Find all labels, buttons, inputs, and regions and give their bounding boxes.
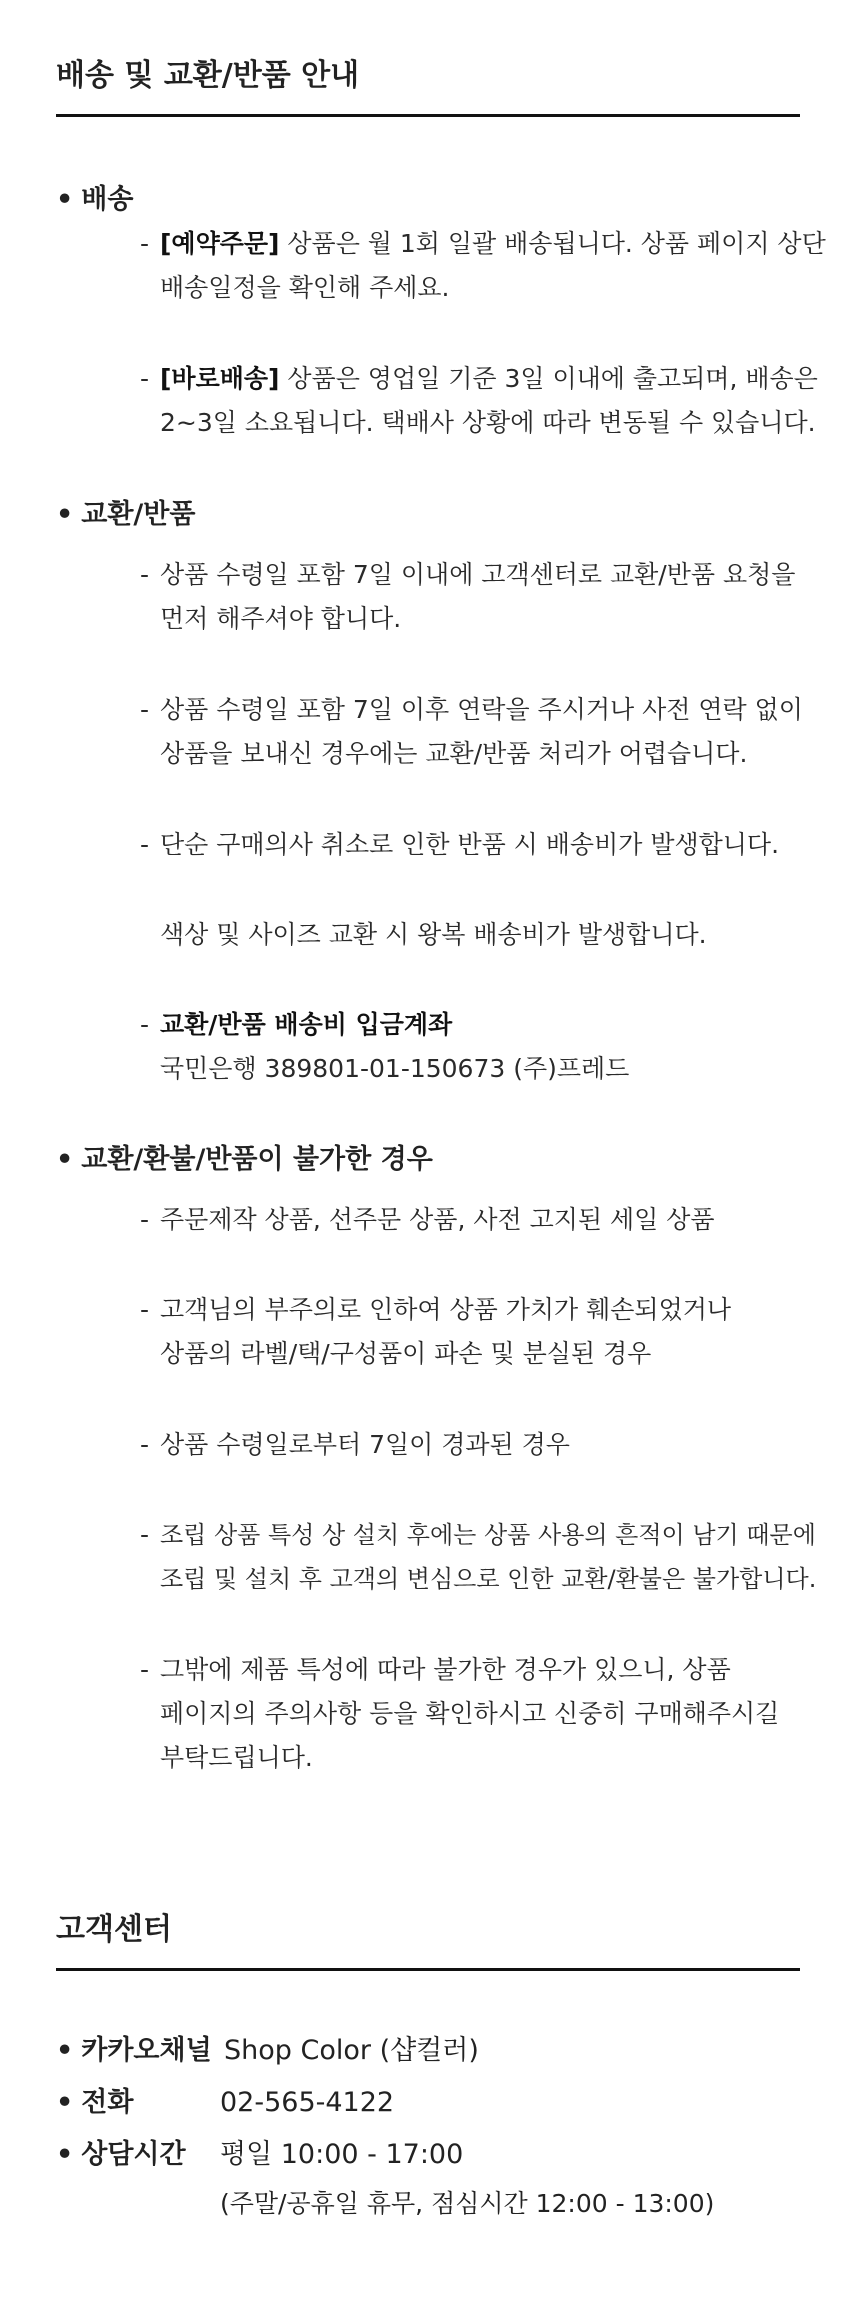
bullet-icon: • bbox=[56, 2139, 74, 2170]
hours-label-text: 상담시간 bbox=[81, 2139, 186, 2170]
kakao-channel-label bbox=[56, 2030, 212, 2072]
exchange-heading-text: 교환/반품 bbox=[81, 499, 196, 530]
dash-icon: - bbox=[140, 1295, 150, 1324]
dash-icon: - bbox=[140, 364, 150, 393]
item-line: 상품은 영업일 기준 3일 이내에 출고되며, 배송은 bbox=[279, 364, 818, 393]
hours-label bbox=[56, 2134, 186, 2176]
item-line: 상품 수령일 포함 7일 이후 연락을 주시거나 사전 연락 없이 bbox=[160, 695, 803, 724]
item-line: 그밖에 제품 특성에 따라 불가한 경우가 있으니, 상품 bbox=[160, 1655, 731, 1684]
bullet-icon: • bbox=[56, 2035, 74, 2066]
hours-note: (주말/공휴일 휴무, 점심시간 12:00 - 13:00) bbox=[220, 2189, 715, 2218]
not-allowed-item bbox=[140, 1423, 840, 1467]
bullet-icon: • bbox=[56, 499, 74, 530]
shipping-heading-text: 배송 bbox=[81, 184, 134, 215]
phone-label bbox=[56, 2082, 133, 2124]
dash-icon: - bbox=[140, 695, 150, 724]
exchange-item bbox=[140, 913, 840, 957]
item-line: 색상 및 사이즈 교환 시 왕복 배송비가 발생합니다. bbox=[160, 920, 707, 949]
bullet-icon: • bbox=[56, 184, 74, 215]
item-line: 페이지의 주의사항 등을 확인하시고 신중히 구매해주시길 bbox=[160, 1699, 780, 1728]
exchange-account bbox=[140, 1003, 840, 1091]
dash-icon: - bbox=[140, 229, 150, 258]
kakao-channel-value[interactable]: Shop Color (샵컬러) bbox=[224, 2035, 479, 2066]
phone-label-text: 전화 bbox=[81, 2087, 134, 2118]
dash-icon: - bbox=[140, 1430, 150, 1459]
dash-icon: - bbox=[140, 1205, 150, 1234]
shipping-heading bbox=[56, 180, 133, 220]
item-line: 단순 구매의사 취소로 인한 반품 시 배송비가 발생합니다. bbox=[160, 830, 780, 859]
not-allowed-item bbox=[140, 1198, 840, 1242]
guide-title: 배송 및 교환/반품 안내 bbox=[56, 56, 800, 117]
not-allowed-item bbox=[140, 1513, 850, 1601]
item-line: 배송일정을 확인해 주세요. bbox=[160, 273, 450, 302]
not-allowed-item bbox=[140, 1288, 840, 1376]
item-line: 상품은 월 1회 일괄 배송됩니다. 상품 페이지 상단 bbox=[279, 229, 826, 258]
item-line: 조립 상품 특성 상 설치 후에는 상품 사용의 흔적이 남기 때문에 bbox=[160, 1521, 816, 1549]
item-line: 상품 수령일로부터 7일이 경과된 경우 bbox=[160, 1430, 570, 1459]
exchange-item bbox=[140, 553, 840, 641]
item-line: 상품의 라벨/택/구성품이 파손 및 분실된 경우 bbox=[160, 1339, 652, 1368]
not-allowed-heading bbox=[56, 1140, 433, 1180]
not-allowed-heading-text: 교환/환불/반품이 불가한 경우 bbox=[81, 1144, 433, 1175]
item-line: 먼저 해주셔야 합니다. bbox=[160, 604, 402, 633]
item-line: 주문제작 상품, 선주문 상품, 사전 고지된 세일 상품 bbox=[160, 1205, 715, 1234]
item-line: 조립 및 설치 후 고객의 변심으로 인한 교환/환불은 불가합니다. bbox=[160, 1565, 817, 1593]
dash-icon: - bbox=[140, 1520, 150, 1549]
kakao-label-text: 카카오채널 bbox=[81, 2035, 212, 2066]
not-allowed-item bbox=[140, 1648, 840, 1780]
item-line: 2~3일 소요됩니다. 택배사 상황에 따라 변동될 수 있습니다. bbox=[160, 408, 816, 437]
exchange-heading bbox=[56, 495, 195, 535]
customer-center-title: 고객센터 bbox=[56, 1910, 800, 1971]
dash-icon: - bbox=[140, 1010, 150, 1039]
exchange-item bbox=[140, 823, 840, 867]
item-strong: [예약주문] bbox=[160, 229, 280, 258]
bullet-icon: • bbox=[56, 1144, 74, 1175]
item-line: 상품을 보내신 경우에는 교환/반품 처리가 어렵습니다. bbox=[160, 739, 748, 768]
item-line: 고객님의 부주의로 인하여 상품 가치가 훼손되었거나 bbox=[160, 1295, 732, 1324]
shipping-item-direct bbox=[140, 357, 840, 445]
bullet-icon: • bbox=[56, 2087, 74, 2118]
phone-value[interactable]: 02-565-4122 bbox=[220, 2087, 395, 2118]
account-title: 교환/반품 배송비 입금계좌 bbox=[160, 1010, 453, 1039]
item-strong: [바로배송] bbox=[160, 364, 280, 393]
dash-icon: - bbox=[140, 830, 150, 859]
shipping-item-preorder bbox=[140, 222, 840, 310]
hours-value: 평일 10:00 - 17:00 bbox=[220, 2139, 464, 2170]
item-line: 부탁드립니다. bbox=[160, 1743, 313, 1772]
dash-icon: - bbox=[140, 1655, 150, 1684]
account-number: 국민은행 389801-01-150673 (주)프레드 bbox=[160, 1054, 630, 1083]
item-line: 상품 수령일 포함 7일 이내에 고객센터로 교환/반품 요청을 bbox=[160, 560, 796, 589]
dash-icon: - bbox=[140, 560, 150, 589]
exchange-item bbox=[140, 688, 840, 776]
